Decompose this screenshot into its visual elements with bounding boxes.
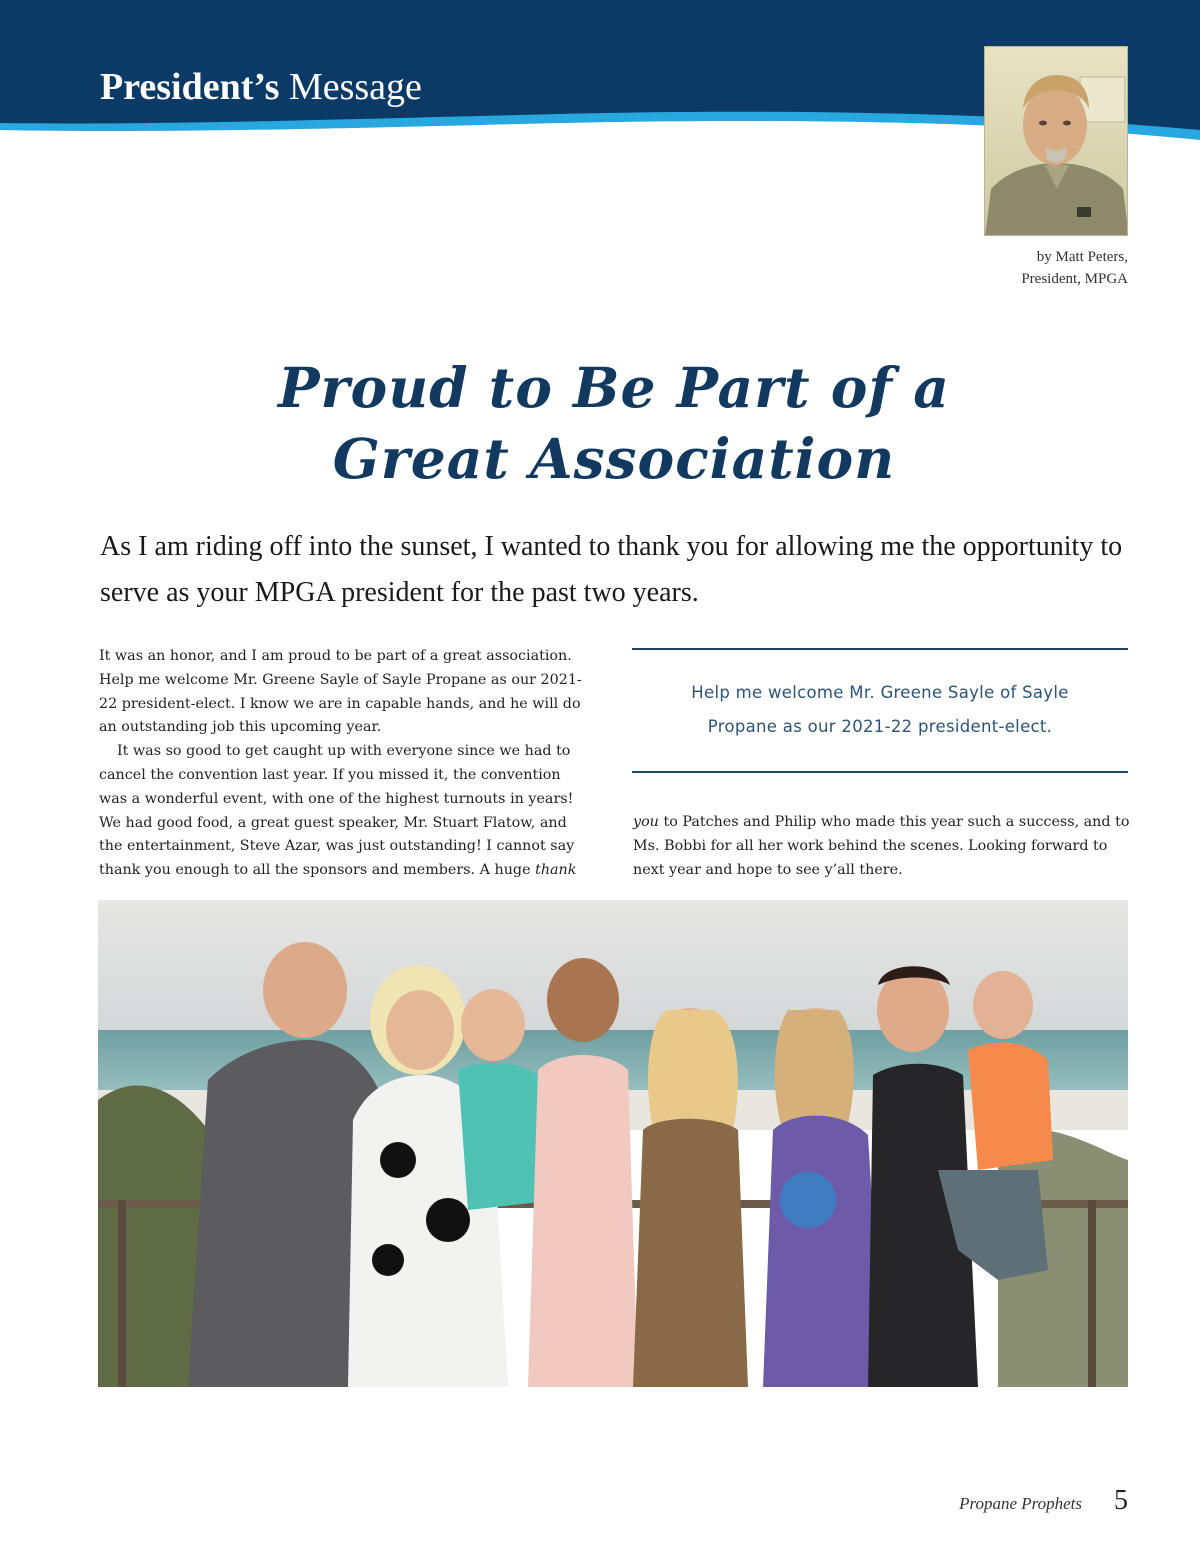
page-number: 5 — [1114, 1485, 1128, 1516]
headline-line-2: Great Association — [332, 426, 896, 491]
body-column-left — [99, 645, 592, 883]
author-portrait-photo — [984, 46, 1128, 236]
body-paragraph-1: It was an honor, and I am proud to be part of a great association. Help me welcome Mr. Greene Sayle of Sayle Propane as our 2021-22 president-elect. I know we are in capable hands, and he will do an outstanding job this upcoming year. — [99, 648, 582, 736]
lead-paragraph: As I am riding off into the sunset, I wanted to thank you for allowing me the opportunity to serve as your MPGA president for the past two years. — [100, 531, 1123, 608]
section-label — [100, 68, 422, 106]
headline-line-1: Proud to Be Part of a — [278, 355, 950, 420]
body-paragraph-3 — [633, 811, 1133, 882]
body-paragraph-2-italic: thank — [535, 862, 577, 879]
pull-quote-line-1: Help me welcome Mr. Greene Sayle of Sayle — [691, 683, 1069, 702]
pull-quote — [632, 676, 1128, 744]
body-column-right — [633, 811, 1133, 882]
byline-title: President, MPGA — [1021, 271, 1128, 287]
body-paragraph-2 — [99, 740, 592, 883]
body-paragraph-3-text: to Patches and Philip who made this year such a success, and to Ms. Bobbi for all her work behind the scenes. Looking forward to next year and hope to see y’all there. — [633, 814, 1130, 878]
body-paragraph-2-text: It was so good to get caught up with everyone since we had to cancel the convention last year. If you missed it, the convention was a wonderful event, with one of the highest turnouts in years! We had good food, a great guest speaker, Mr. Stuart Flatow, and the entertainment, Steve Azar, was just outstanding! I cannot say thank you enough to all the sponsors and members. A huge — [99, 743, 575, 879]
pull-quote-top-rule — [632, 648, 1128, 650]
pull-quote-line-2: Propane as our 2021-22 president-elect. — [707, 717, 1053, 736]
byline-name: by Matt Peters, — [1036, 249, 1128, 265]
article-headline — [100, 352, 1128, 494]
pull-quote-bottom-rule — [632, 771, 1128, 773]
body-paragraph-3-italic: you — [633, 814, 659, 830]
section-label-light: Message — [288, 66, 422, 108]
footer-publication-title: Propane Prophets — [959, 1494, 1082, 1513]
author-byline — [1021, 246, 1128, 290]
section-label-bold: President’s — [100, 66, 280, 108]
group-photo — [98, 900, 1128, 1387]
